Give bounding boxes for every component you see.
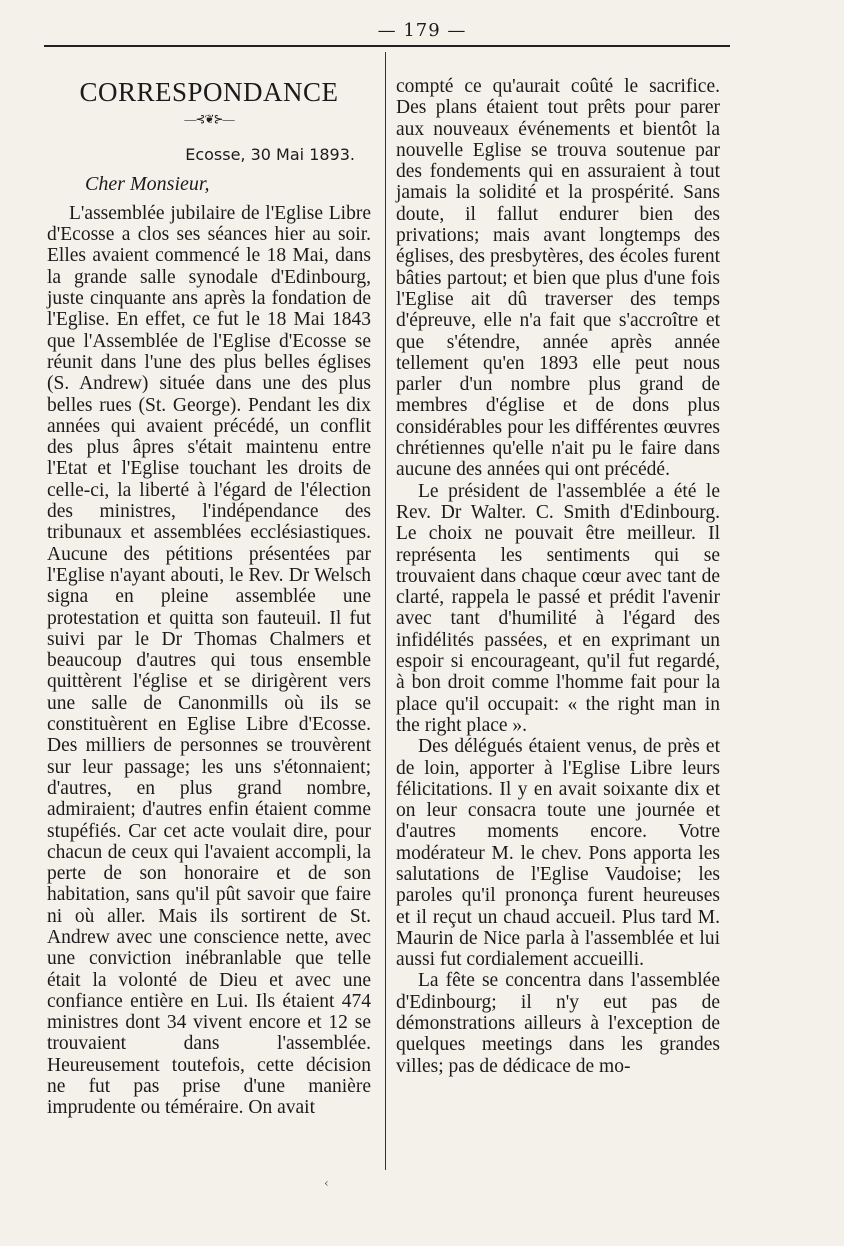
paragraph: Des délégués étaient venus, de près et de loin, apporter à l'Eglise Libre leurs félicitations. Il y en avait soixante dix et on leur consacra toute une journée et d'autres moments encore. Votre modérateur M. le chev. Pons apporta les salutations de l'Eglise Vaudoise; les paroles qu'il prononça furent heureuses et il reçut un chaud accueil. Plus tard M. Maurin de Nice parla à l'assemblée et lui aussi fut cordialement accueilli. (396, 736, 720, 971)
paragraph: L'assemblée jubilaire de l'Eglise Libre d'Ecosse a clos ses séances hier au soir. Elles avaient commencé le 18 Mai, dans la grande salle synodale d'Edinbourg, juste cinquante ans après la fondation de l'Eglise. En effet, ce fut le 18 Mai 1843 que l'Assemblée de l'Eglise d'Ecosse se réunit dans l'une des plus belles églises (S. Andrew) située dans une des plus belles rues (St. George). Pendant les dix années qui avaient précédé, un conflit des plus âpres s'était maintenu entre l'Etat et l'Eglise touchant les droits de celle-ci, la liberté à l'égard de l'élection des ministres, l'indépendance des tribunaux et assemblées ecclésiastiques. Aucune des pétitions présentées par l'Eglise n'ayant abouti, le Rev. Dr Welsch signa en pleine assemblée une protestation et quitta son fauteuil. Il fut suivi par le Dr Thomas Chalmers et beaucoup d'autres qui tous ensemble quittèrent l'église et se dirigèrent vers une salle de Canonmills où ils se constituèrent en Eglise Libre d'Ecosse. Des milliers de personnes se trouvèrent sur leur passage; les uns s'étonnaient; d'autres, en plus grand nombre, admiraient; d'autres enfin étaient comme stupéfiés. Car cet acte voulait dire, pour chacun de ceux qui l'avaient accompli, la perte de son honoraire et de son habitation, sans qu'il pût savoir que faire ni où aller. Mais ils sortirent de St. Andrew avec une conscience nette, avec une conviction inébranlable que telle était la volonté de Dieu et avec une confiance entière en Lui. Ils étaient 474 ministres dont 34 vivent encore et 12 se trouvaient dans l'assemblée. Heureusement toutefois, cette décision ne fut pas prise d'une manière imprudente ou téméraire. On avait (47, 202, 371, 1119)
paragraph: La fête se concentra dans l'assemblée d'Edinbourg; il n'y eut pas de démonstrations ailleurs à l'exception de quelques meetings dans les grandes villes; pas de dédicace de mo- (396, 970, 720, 1077)
ornament-divider: —⊰❦⊱— (184, 112, 234, 126)
right-column (396, 76, 720, 1077)
dateline: Ecosse, 30 Mai 1893. (185, 145, 355, 165)
page-number: — 179 — (377, 20, 467, 41)
section-heading: CORRESPONDANCE (79, 77, 339, 107)
header-rule (44, 45, 730, 47)
paragraph: Le président de l'assemblée a été le Rev. Dr Walter. C. Smith d'Edinbourg. Le choix ne pouvait être meilleur. Il représenta les sentiments qui se trouvaient dans chaque cœur avec tant de clarté, rappela le passé et prédit l'avenir avec tant d'humilité à l'égard des infidélités passées, et en exprimant un espoir si encourageant, qu'il fut regardé, à bon droit comme l'homme fait pour la place qu'il occupait: « the right man in the right place ». (396, 480, 720, 736)
left-column (47, 75, 371, 1119)
salutation: Cher Monsieur, (85, 172, 210, 195)
footer-mark: ‹ (324, 1176, 329, 1190)
column-divider (385, 52, 386, 1170)
paragraph: compté ce qu'aurait coûté le sacrifice. Des plans étaient tout prêts pour parer aux nouveaux événements et bientôt la nouvelle Eglise se trouva soutenue par des fondements qui en assuraient à tout jamais la solidité et la prospérité. Sans doute, il fallut endurer bien des privations; mais avant longtemps des églises, des presbytères, des écoles furent bâties partout; et bien que plus d'une fois l'Eglise ait dû traverser des temps d'épreuve, elle n'a fait que s'accroître et que s'étendre, année après année tellement qu'en 1893 elle peut nous parler d'un nombre plus grand de membres d'église et de dons plus considérables pour les différentes œuvres chrétiennes qu'elle n'ait pu le faire dans aucune des années qui ont précédé. (396, 76, 720, 481)
